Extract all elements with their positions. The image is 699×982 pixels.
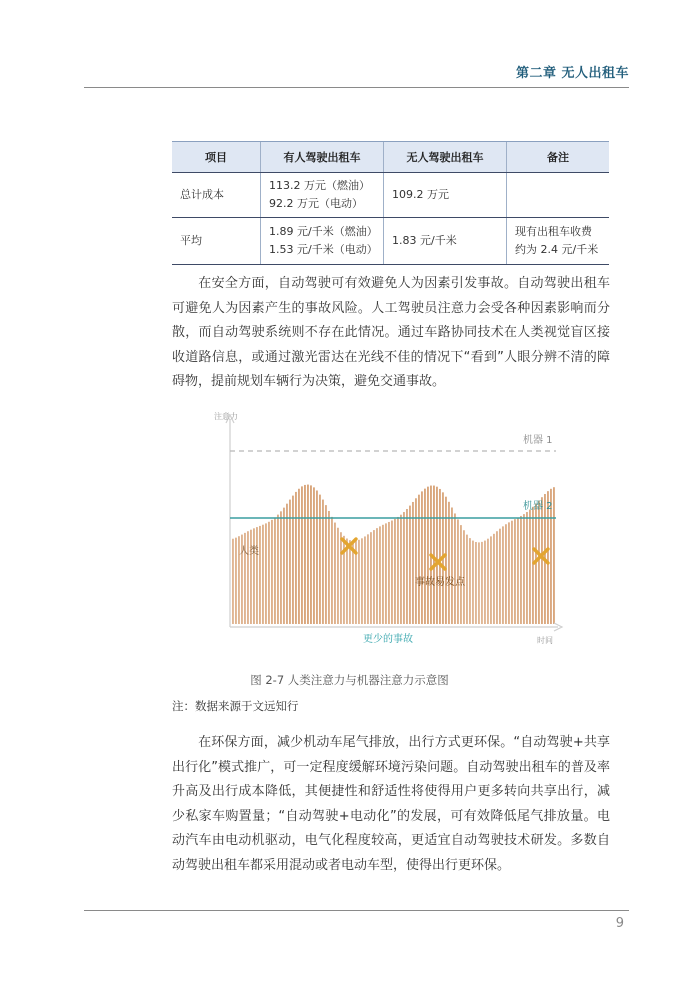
human-attention-area (232, 485, 555, 624)
human-attention-stripe (532, 507, 534, 624)
human-attention-stripe (319, 495, 321, 624)
table-cell-manned (261, 218, 384, 265)
human-attention-stripe (331, 517, 333, 624)
table-row (172, 173, 609, 218)
human-attention-stripe (325, 505, 327, 624)
human-attention-stripe (394, 519, 396, 624)
human-attention-stripe (361, 538, 363, 624)
human-attention-stripe (286, 504, 288, 624)
human-attention-stripe (292, 496, 294, 624)
safety-paragraph (172, 272, 610, 395)
environment-text: 在环保方面，减少机动车尾气排放，出行方式更环保。“自动驾驶+共享出行化”模式推广，可一定程度缓解环境污染问题。自动驾驶出租车的普及率升高及出行成本降低，其便捷性和舒适性将使得用户更多转向共享出行，减少私家车购置量；“自动驾驶+电动化”的发展，可有效降低尾气排放量。电动汽车由电动机驱动，电气化程度较高，更适宜自动驾驶技术研发。多数自动驾驶出租车都采用混动或者电动车型，使得出行更环保。 (172, 735, 610, 873)
table-header-cell: 有人驾驶出租车 (261, 142, 384, 173)
human-attention-stripe (370, 532, 372, 624)
human-attention-stripe (367, 534, 369, 624)
human-attention-stripe (508, 522, 510, 624)
table-cell-manned (261, 173, 384, 218)
human-attention-stripe (523, 514, 525, 624)
human-attention-stripe (439, 489, 441, 624)
machine-1-label: 机器 1 (523, 435, 553, 446)
human-attention-stripe (445, 497, 447, 624)
human-attention-stripe (346, 539, 348, 624)
human-attention-stripe (436, 487, 438, 624)
human-attention-stripe (421, 491, 423, 624)
human-attention-stripe (304, 485, 306, 624)
human-attention-stripe (502, 526, 504, 624)
header-title: 第二章 无人出租车 (515, 66, 629, 81)
accident-prone-label: 事故易发点 (415, 577, 465, 588)
human-attention-stripe (373, 530, 375, 624)
header-rule (84, 87, 629, 88)
cell-line: 1.53 元/千米（电动） (269, 243, 378, 256)
human-attention-stripe (553, 487, 555, 624)
human-attention-stripe (301, 486, 303, 624)
human-attention-stripe (487, 539, 489, 624)
human-label: 人类 (239, 546, 259, 557)
human-attention-stripe (268, 522, 270, 624)
environment-paragraph (172, 731, 610, 879)
human-attention-stripe (250, 530, 252, 624)
table-row (172, 218, 609, 265)
human-attention-stripe (310, 485, 312, 624)
human-attention-stripe (451, 508, 453, 624)
human-attention-stripe (526, 512, 528, 624)
human-attention-stripe (385, 523, 387, 624)
human-attention-stripe (259, 526, 261, 624)
human-attention-stripe (334, 523, 336, 624)
human-attention-stripe (517, 518, 519, 624)
human-attention-stripe (277, 515, 279, 624)
table-header-row (172, 142, 609, 173)
human-attention-stripe (265, 523, 267, 624)
fewer-accidents-label: 更少的事故 (363, 634, 413, 645)
human-attention-stripe (505, 524, 507, 624)
table-cell-item: 总计成本 (172, 173, 261, 218)
cell-line: 1.89 元/千米（燃油） (269, 225, 378, 238)
human-attention-stripe (511, 521, 513, 624)
human-attention-stripe (448, 502, 450, 624)
human-attention-stripe (490, 536, 492, 624)
human-attention-stripe (457, 519, 459, 624)
human-attention-stripe (391, 521, 393, 624)
human-attention-stripe (472, 541, 474, 624)
table-cell-note (507, 173, 610, 218)
human-attention-stripe (349, 540, 351, 624)
human-attention-stripe (466, 535, 468, 624)
y-axis-label: 注意力 (214, 412, 238, 421)
human-attention-stripe (352, 541, 354, 624)
human-attention-stripe (298, 489, 300, 624)
human-attention-stripe (514, 519, 516, 624)
human-attention-stripe (400, 515, 402, 624)
human-attention-stripe (313, 487, 315, 624)
table-header-cell: 项目 (172, 142, 261, 173)
table-header-cell: 备注 (507, 142, 610, 173)
human-attention-stripe (364, 536, 366, 624)
human-attention-stripe (253, 528, 255, 624)
human-attention-stripe (271, 520, 273, 624)
human-attention-stripe (337, 528, 339, 624)
human-attention-stripe (475, 542, 477, 624)
human-attention-stripe (493, 534, 495, 624)
human-attention-stripe (481, 542, 483, 624)
table-cell-item: 平均 (172, 218, 261, 265)
human-attention-stripe (433, 486, 435, 624)
human-attention-stripe (379, 526, 381, 624)
human-attention-stripe (406, 509, 408, 624)
human-attention-stripe (418, 495, 420, 624)
human-attention-stripe (235, 538, 237, 624)
table-header-cell: 无人驾驶出租车 (384, 142, 507, 173)
human-attention-stripe (262, 525, 264, 624)
human-attention-stripe (469, 538, 471, 624)
source-note: 注：数据来源于文远知行 (172, 699, 299, 713)
human-attention-stripe (484, 541, 486, 624)
human-attention-stripe (232, 539, 234, 624)
attention-figure (200, 405, 580, 660)
human-attention-stripe (409, 506, 411, 624)
human-attention-stripe (424, 489, 426, 624)
figure-caption: 图 2-7 人类注意力与机器注意力示意图 (250, 673, 449, 687)
human-attention-stripe (382, 525, 384, 624)
human-attention-stripe (529, 510, 531, 624)
page-number: 9 (615, 916, 624, 931)
cost-comparison-table (172, 141, 609, 265)
human-attention-stripe (541, 497, 543, 624)
human-attention-stripe (358, 540, 360, 624)
human-attention-stripe (376, 528, 378, 624)
human-attention-stripe (538, 501, 540, 624)
human-attention-stripe (499, 529, 501, 624)
human-attention-stripe (397, 517, 399, 624)
human-attention-stripe (307, 485, 309, 624)
human-attention-stripe (295, 492, 297, 624)
cell-line: 92.2 万元（电动） (269, 197, 363, 210)
human-attention-stripe (256, 527, 258, 624)
human-attention-stripe (454, 513, 456, 624)
human-attention-stripe (427, 487, 429, 624)
human-attention-stripe (403, 512, 405, 624)
human-attention-stripe (280, 511, 282, 624)
human-attention-stripe (460, 525, 462, 624)
cell-line: 113.2 万元（燃油） (269, 179, 370, 192)
human-attention-stripe (412, 502, 414, 624)
attention-chart-svg (200, 405, 580, 660)
table-cell-unmanned: 109.2 万元 (384, 173, 507, 218)
human-attention-stripe (283, 508, 285, 624)
human-attention-stripe (340, 532, 342, 624)
human-attention-stripe (388, 522, 390, 624)
human-attention-stripe (496, 531, 498, 624)
table-cell-unmanned: 1.83 元/千米 (384, 218, 507, 265)
human-attention-stripe (520, 516, 522, 624)
human-attention-stripe (328, 511, 330, 624)
human-attention-stripe (478, 542, 480, 624)
footer-rule (84, 910, 629, 911)
human-attention-stripe (415, 498, 417, 624)
safety-text: 在安全方面，自动驾驶可有效避免人为因素引发事故。自动驾驶出租车可避免人为因素产生的事故风险。人工驾驶员注意力会受各种因素影响而分散，而自动驾驶系统则不存在此情况。通过车路协同技术在人类视觉盲区接收道路信息，或通过激光雷达在光线不佳的情况下“看到”人眼分辨不清的障碍物，提前规划车辆行为决策，避免交通事故。 (172, 276, 610, 390)
human-attention-stripe (316, 490, 318, 624)
x-axis-label: 时间 (537, 636, 553, 645)
table-cell-note: 现有出租车收费约为 2.4 元/千米 (507, 218, 610, 265)
machine-2-label: 机器 2 (523, 501, 553, 512)
human-attention-stripe (274, 517, 276, 624)
